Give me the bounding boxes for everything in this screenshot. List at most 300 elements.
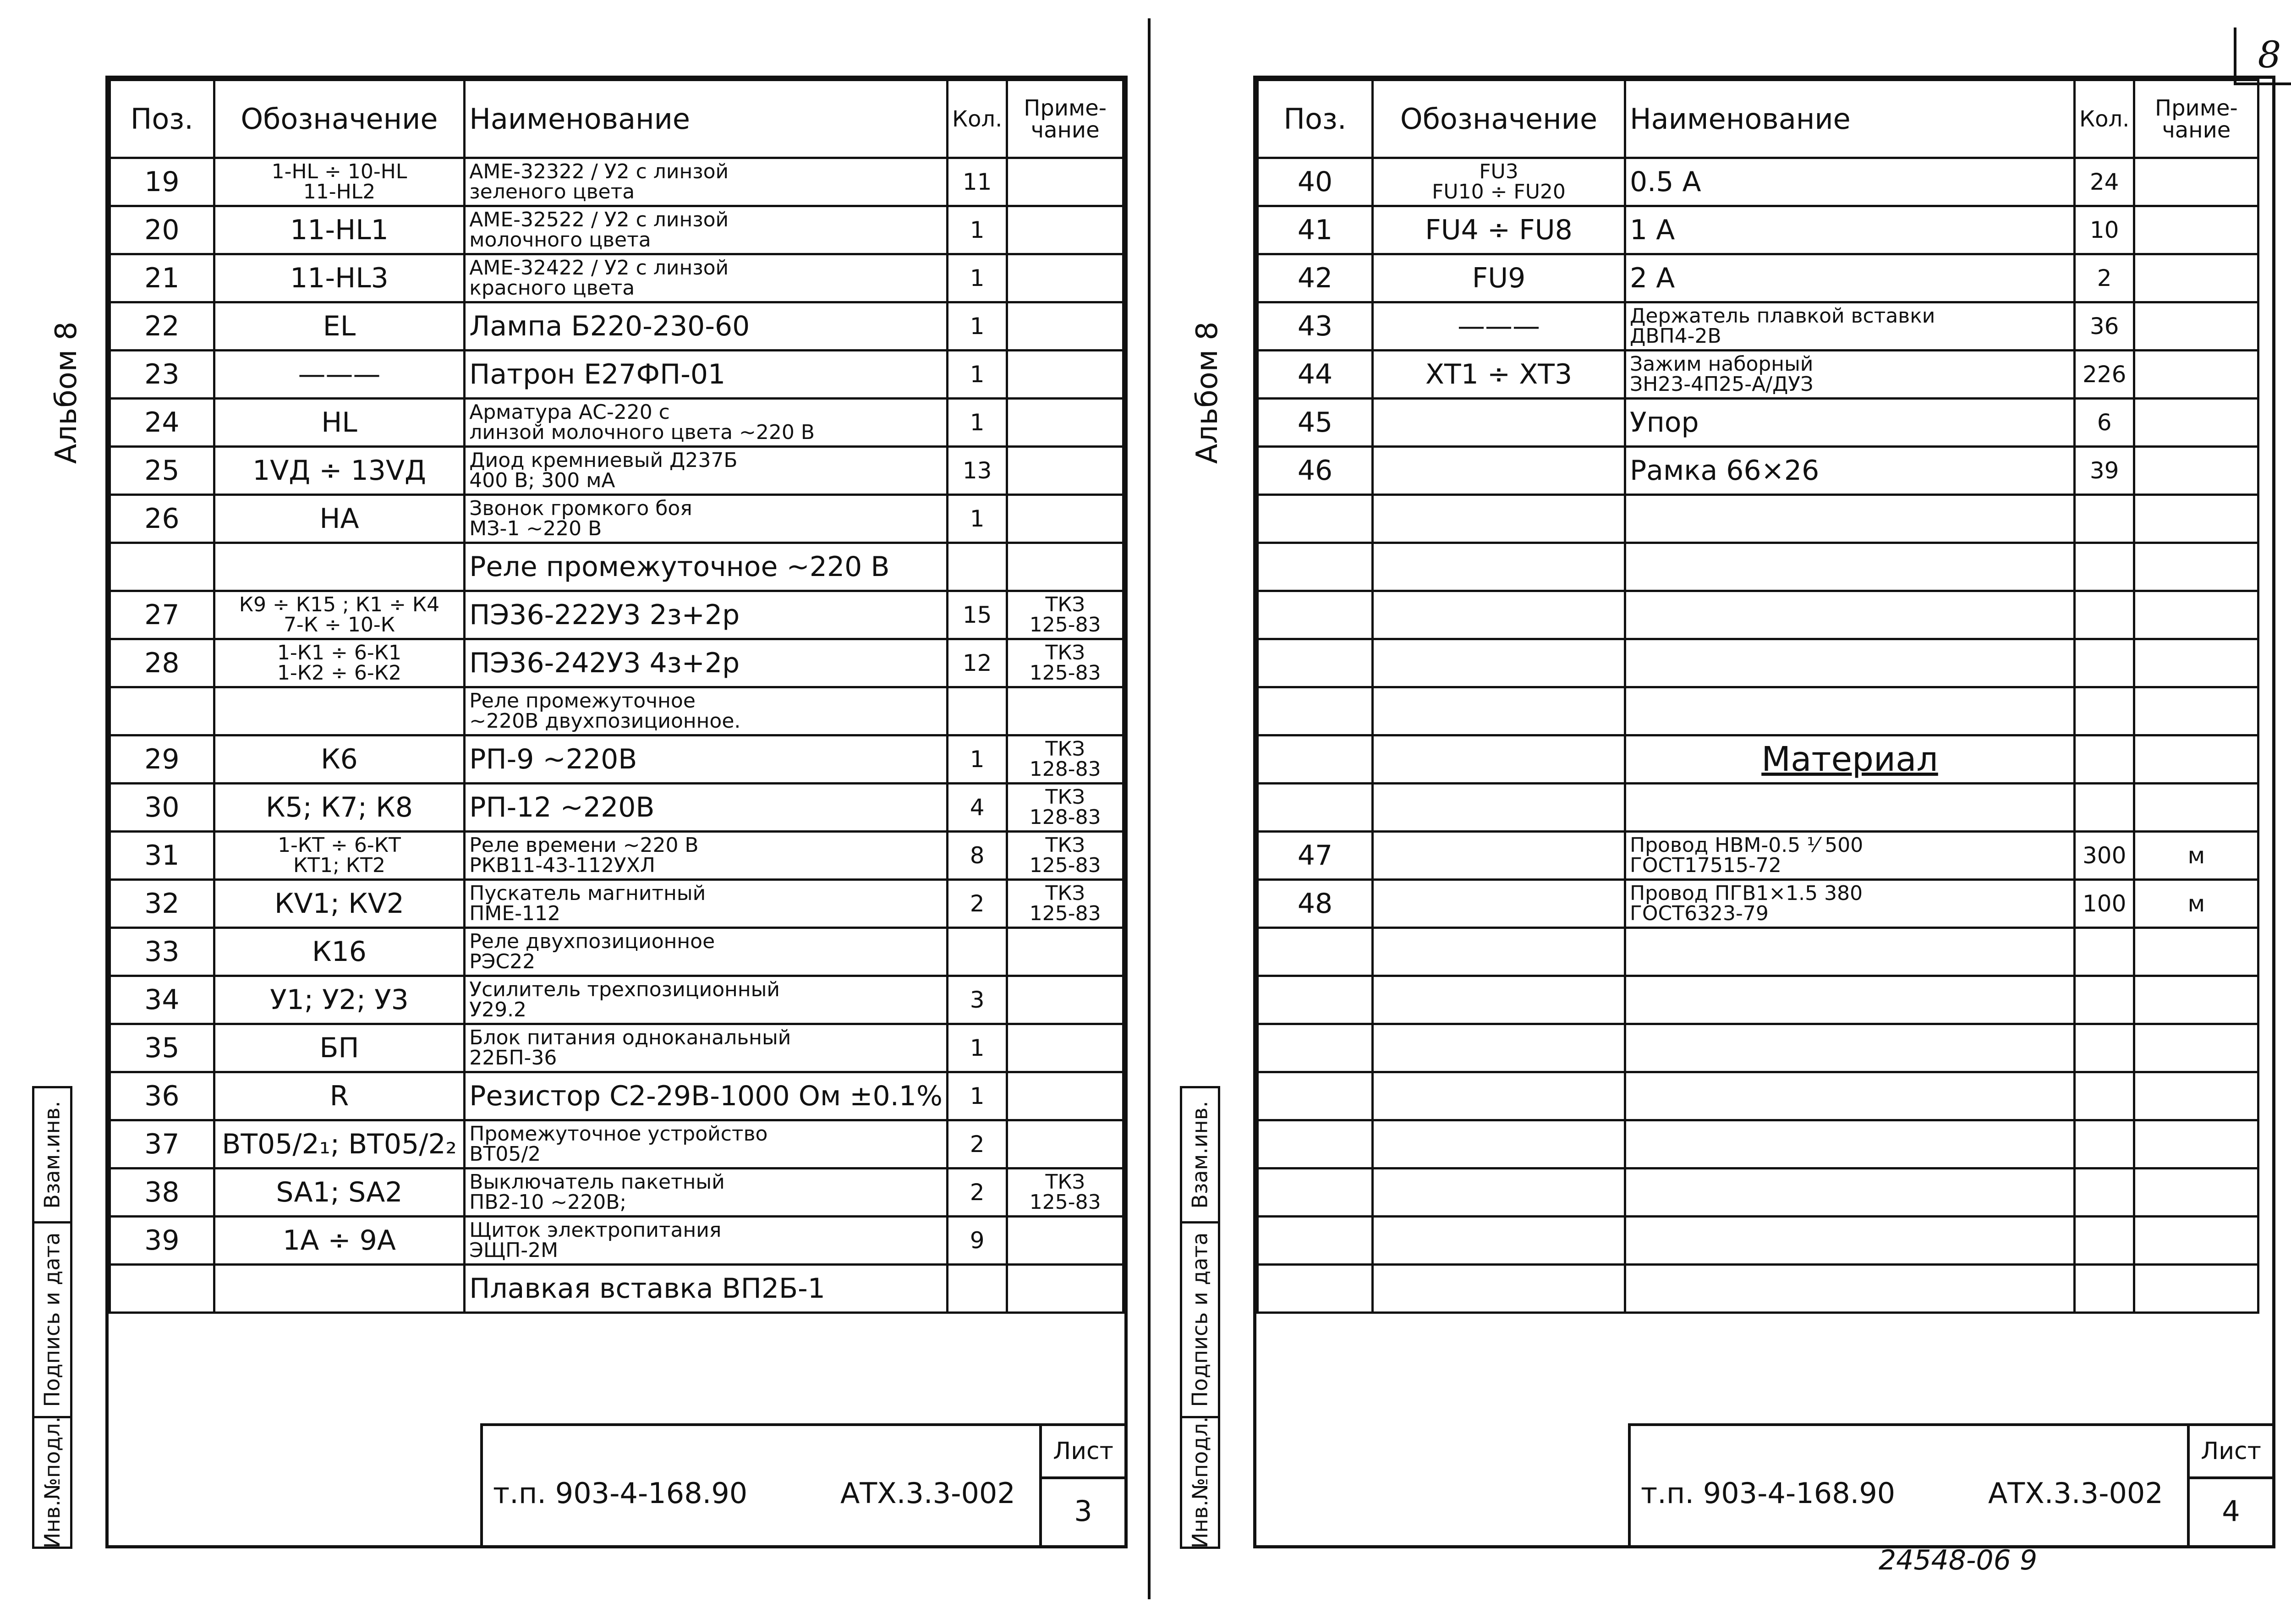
cell-note: [2134, 1120, 2258, 1169]
table-row: [110, 302, 1124, 351]
header-qty: Кол.: [947, 80, 1007, 158]
cell-designation: [1373, 880, 1625, 928]
cell-name-line: Материал: [1761, 740, 1938, 779]
cell-designation: [1373, 1169, 1625, 1217]
cell-note: [2134, 351, 2258, 399]
table-row: [1258, 591, 2258, 639]
cell-note: [2134, 976, 2258, 1024]
cell-designation-line: 7-К ÷ 10-К: [283, 613, 395, 636]
cell-name-line: Пускатель магнитный: [469, 882, 706, 905]
cell-designation: [214, 1169, 465, 1217]
cell-pos: [110, 1265, 214, 1313]
cell-designation-line: HL: [321, 406, 357, 439]
cell-designation-line: 11-HL1: [290, 214, 389, 246]
sheet-label: Лист: [1042, 1426, 1124, 1479]
cell-name: [1625, 399, 2075, 447]
cell-qty: [2075, 1217, 2134, 1265]
cell-designation: [1373, 1217, 1625, 1265]
cell-pos: 33: [110, 928, 214, 976]
cell-qty: [2075, 1120, 2134, 1169]
table-row: [110, 399, 1124, 447]
cell-designation: [214, 976, 465, 1024]
cell-qty: [947, 687, 1007, 735]
cell-name-line: Рамка 66×26: [1630, 455, 1820, 487]
header-note-line-2: чание: [2162, 117, 2231, 143]
sheet-number: 4: [2222, 1494, 2240, 1528]
cell-pos: 31: [110, 832, 214, 880]
table-row: [1258, 1265, 2258, 1313]
table-row: [110, 543, 1124, 591]
cell-name-line: Лампа Б220-230-60: [469, 310, 750, 342]
cell-designation: [214, 735, 465, 784]
cell-name: [1625, 928, 2075, 976]
cell-pos: 35: [110, 1024, 214, 1072]
cell-qty: 8: [947, 832, 1007, 880]
cell-name: [465, 351, 948, 399]
header-pos: Поз.: [1258, 80, 1373, 158]
cell-name: [1625, 1265, 2075, 1313]
table-row: [1258, 784, 2258, 832]
cell-pos: 37: [110, 1120, 214, 1169]
cell-qty: [2075, 1072, 2134, 1120]
cell-designation-line: 1VД ÷ 13VД: [252, 455, 426, 487]
cell-pos: [1258, 976, 1373, 1024]
cell-name: [1625, 543, 2075, 591]
cell-qty: [2075, 1169, 2134, 1217]
cell-name-line: ДВП4-2В: [1630, 324, 1721, 348]
cell-designation: [1373, 1072, 1625, 1120]
table-row: [110, 976, 1124, 1024]
header-qty: Кол.: [2075, 80, 2134, 158]
cell-name: [1625, 639, 2075, 687]
cell-name: [1625, 1169, 2075, 1217]
table-row: [110, 1265, 1124, 1313]
cell-qty: 1: [947, 351, 1007, 399]
cell-name: [1625, 687, 2075, 735]
cell-name-line: АМЕ-32322 / У2 с линзой: [469, 160, 729, 183]
cell-qty: [947, 1265, 1007, 1313]
cell-qty: 300: [2075, 832, 2134, 880]
table-row: [110, 351, 1124, 399]
cell-name: [465, 302, 948, 351]
stamp-inventory: [32, 1416, 72, 1549]
cell-qty: 10: [2075, 206, 2134, 254]
cell-pos: [1258, 687, 1373, 735]
cell-name: [465, 639, 948, 687]
cell-name-line: Щиток электропитания: [469, 1218, 722, 1242]
cell-note: [2134, 206, 2258, 254]
cell-designation: [214, 591, 465, 639]
cell-note: [1007, 880, 1124, 928]
cell-name: [465, 254, 948, 302]
album-label-left: Альбом 8: [49, 321, 84, 464]
cell-qty: [2075, 639, 2134, 687]
cell-note: [2134, 495, 2258, 543]
cell-name-line: Звонок громкого боя: [469, 497, 692, 520]
cell-designation: [1373, 1024, 1625, 1072]
cell-name-line: ЭЩП-2М: [469, 1239, 559, 1262]
cell-designation: [1373, 687, 1625, 735]
cell-name-line: ВТ05/2: [469, 1142, 541, 1166]
cell-note: [1007, 351, 1124, 399]
cell-note-line: 125-83: [1029, 661, 1101, 685]
cell-pos: [1258, 784, 1373, 832]
cell-qty: 1: [947, 254, 1007, 302]
doc-code: т.п. 903-4-168.90: [493, 1476, 748, 1510]
table-row: [110, 1024, 1124, 1072]
cell-note: [1007, 687, 1124, 735]
table-row: [1258, 1024, 2258, 1072]
cell-note: [2134, 1217, 2258, 1265]
cell-note-line: 125-83: [1029, 902, 1101, 925]
cell-pos: [1258, 735, 1373, 784]
cell-qty: 2: [947, 880, 1007, 928]
cell-pos: 41: [1258, 206, 1373, 254]
cell-name-line: Провод НВМ-0.5 ⅟ 500: [1630, 834, 1863, 857]
table-row: [110, 206, 1124, 254]
cell-name-line: молочного цвета: [469, 228, 651, 252]
cell-name: [1625, 1217, 2075, 1265]
cell-pos: 44: [1258, 351, 1373, 399]
cell-designation: [214, 447, 465, 495]
table-row: [1258, 495, 2258, 543]
cell-designation: [214, 543, 465, 591]
cell-designation: [1373, 784, 1625, 832]
cell-name-line: АМЕ-32422 / У2 с линзой: [469, 256, 729, 280]
cell-designation: [214, 832, 465, 880]
cell-qty: 1: [947, 206, 1007, 254]
header-name: Наименование: [465, 80, 948, 158]
cell-name: [1625, 735, 2075, 784]
cell-designation: [1373, 254, 1625, 302]
cell-designation: [1373, 158, 1625, 206]
cell-name: [465, 399, 948, 447]
cell-designation-line: ВТ05/2₁; ВТ05/2₂: [222, 1128, 457, 1160]
cell-designation: [1373, 302, 1625, 351]
cell-name: [465, 543, 948, 591]
cell-note: [1007, 976, 1124, 1024]
cell-designation-line: 11-HL3: [290, 262, 389, 294]
cell-name: [465, 1217, 948, 1265]
cell-pos: 30: [110, 784, 214, 832]
cell-qty: [2075, 543, 2134, 591]
cell-pos: 21: [110, 254, 214, 302]
cell-note: [1007, 206, 1124, 254]
cell-name-line: 1 А: [1630, 214, 1675, 246]
cell-qty: 1: [947, 302, 1007, 351]
cell-designation: [214, 495, 465, 543]
cell-qty: 13: [947, 447, 1007, 495]
cell-name: [1625, 302, 2075, 351]
cell-qty: 15: [947, 591, 1007, 639]
cell-pos: 45: [1258, 399, 1373, 447]
cell-note: [1007, 1024, 1124, 1072]
header-row: [110, 80, 1124, 158]
header-designation: Обозначение: [214, 80, 465, 158]
spec-body-right: [1258, 158, 2258, 1313]
cell-designation: [214, 639, 465, 687]
cell-designation-line: К5; К7; К8: [266, 791, 413, 823]
table-row: [110, 832, 1124, 880]
cell-note: [2134, 254, 2258, 302]
cell-qty: 1: [947, 495, 1007, 543]
stamp-signature: [1180, 1221, 1220, 1418]
cell-name-line: Реле промежуточное ~220 В: [469, 551, 890, 583]
cell-qty: 1: [947, 1024, 1007, 1072]
cell-pos: [1258, 1120, 1373, 1169]
cell-designation-line: FU4 ÷ FU8: [1425, 214, 1573, 246]
cell-designation-line: У1; У2; У3: [270, 984, 409, 1016]
cell-name-line: У29.2: [469, 998, 527, 1021]
stamp-inventory-label: Инв.№подл.: [40, 1416, 65, 1549]
cell-designation: [214, 687, 465, 735]
cell-pos: 43: [1258, 302, 1373, 351]
cell-designation: [1373, 1265, 1625, 1313]
cell-pos: 28: [110, 639, 214, 687]
cell-pos: [1258, 1217, 1373, 1265]
cell-note-line: 125-83: [1029, 613, 1101, 636]
cell-designation: [1373, 399, 1625, 447]
cell-name-line: ЗН23-4П25-А/ДУЗ: [1630, 373, 1814, 396]
table-row: [1258, 1072, 2258, 1120]
cell-name: [465, 687, 948, 735]
cell-qty: [2075, 976, 2134, 1024]
cell-pos: 46: [1258, 447, 1373, 495]
doc-code: т.п. 903-4-168.90: [1641, 1476, 1896, 1510]
cell-designation-line: К9 ÷ К15 ; К1 ÷ К4: [239, 593, 440, 616]
header-designation: Обозначение: [1373, 80, 1625, 158]
cell-note: [2134, 1169, 2258, 1217]
cell-pos: [1258, 1072, 1373, 1120]
cell-note-line: 125-83: [1029, 854, 1101, 877]
cell-note: [2134, 158, 2258, 206]
cell-qty: 6: [2075, 399, 2134, 447]
cell-name-line: 2 А: [1630, 262, 1675, 294]
stamp-exchange: [32, 1086, 72, 1223]
cell-designation-line: SA1; SA2: [276, 1176, 403, 1208]
cell-note: [1007, 639, 1124, 687]
cell-designation: [214, 206, 465, 254]
cell-qty: 1: [947, 399, 1007, 447]
cell-note: [2134, 447, 2258, 495]
cell-qty: 39: [2075, 447, 2134, 495]
cell-designation: [1373, 976, 1625, 1024]
cell-note: [1007, 1217, 1124, 1265]
cell-designation: [1373, 495, 1625, 543]
cell-pos: 42: [1258, 254, 1373, 302]
cell-designation: [1373, 735, 1625, 784]
cell-designation-line: ХТ1 ÷ ХТ3: [1425, 358, 1573, 390]
cell-note: [2134, 543, 2258, 591]
album-label-right: Альбом 8: [1190, 321, 1225, 464]
cell-pos: 26: [110, 495, 214, 543]
cell-pos: 32: [110, 880, 214, 928]
cell-designation: [214, 1120, 465, 1169]
table-row: [1258, 1120, 2258, 1169]
cell-name: [465, 832, 948, 880]
sheet-number-box: [1039, 1426, 1124, 1545]
table-row: [110, 1072, 1124, 1120]
table-row: [110, 928, 1124, 976]
cell-designation-line: 1-HL ÷ 10-HL: [271, 160, 407, 183]
cell-designation-line: 1-КТ ÷ 6-КТ: [278, 834, 401, 857]
cell-designation: [214, 880, 465, 928]
table-row: [1258, 1217, 2258, 1265]
cell-name-line: ~220В двухпозиционное.: [469, 709, 741, 733]
cell-pos: 38: [110, 1169, 214, 1217]
doc-designation: АТХ.3.3-002: [1988, 1476, 2163, 1510]
cell-note: [2134, 1024, 2258, 1072]
cell-name-line: 400 В; 300 мА: [469, 469, 615, 492]
cell-name-line: Провод ПГВ1×1.5 380: [1630, 882, 1863, 905]
cell-designation-line: ———: [298, 358, 381, 390]
cell-name: [1625, 206, 2075, 254]
cell-name-line: Зажим наборный: [1630, 352, 1814, 376]
cell-pos: 24: [110, 399, 214, 447]
table-row: [1258, 832, 2258, 880]
table-row: [1258, 639, 2258, 687]
cell-pos: 29: [110, 735, 214, 784]
cell-pos: [1258, 543, 1373, 591]
cell-designation: [1373, 591, 1625, 639]
cell-qty: [2075, 784, 2134, 832]
cell-qty: [2075, 591, 2134, 639]
cell-name-line: Реле времени ~220 В: [469, 834, 699, 857]
cell-name: [1625, 976, 2075, 1024]
cell-pos: 20: [110, 206, 214, 254]
cell-name-line: Держатель плавкой вставки: [1630, 304, 1935, 328]
table-row: [1258, 976, 2258, 1024]
cell-designation-line: 11-HL2: [303, 180, 376, 203]
table-row: [110, 254, 1124, 302]
cell-pos: [110, 687, 214, 735]
cell-pos: [110, 543, 214, 591]
cell-note: [2134, 399, 2258, 447]
header-note-line-1: Приме-: [2154, 95, 2238, 121]
cell-designation-line: 1А ÷ 9А: [283, 1224, 396, 1256]
table-row: [1258, 302, 2258, 351]
cell-name-line: РП-9 ~220В: [469, 743, 637, 775]
stamp-inventory: [1180, 1416, 1220, 1549]
cell-note: [1007, 928, 1124, 976]
table-row: [1258, 928, 2258, 976]
cell-note: [1007, 832, 1124, 880]
cell-name: [465, 495, 948, 543]
cell-name: [1625, 447, 2075, 495]
sheet-number-box: [2187, 1426, 2272, 1545]
cell-note: [1007, 495, 1124, 543]
cell-note: [1007, 302, 1124, 351]
cell-designation: [1373, 832, 1625, 880]
cell-note: [1007, 1120, 1124, 1169]
cell-pos: 36: [110, 1072, 214, 1120]
cell-qty: 2: [947, 1169, 1007, 1217]
cell-name: [1625, 351, 2075, 399]
cell-name: [465, 1120, 948, 1169]
cell-pos: [1258, 928, 1373, 976]
cell-name-line: Реле промежуточное: [469, 689, 696, 713]
cell-name: [1625, 1024, 2075, 1072]
cell-note: [1007, 399, 1124, 447]
cell-name: [465, 735, 948, 784]
title-block-right: [1628, 1423, 2272, 1545]
cell-note: [1007, 784, 1124, 832]
cell-name-line: РП-12 ~220В: [469, 791, 655, 823]
table-row: [1258, 158, 2258, 206]
archive-number: 24548-06 9: [1879, 1544, 2038, 1576]
cell-note: [2134, 591, 2258, 639]
cell-name: [465, 784, 948, 832]
table-row: [110, 880, 1124, 928]
cell-name-line: Упор: [1630, 406, 1699, 439]
cell-note: [1007, 254, 1124, 302]
title-block-left: [480, 1423, 1124, 1545]
cell-note: [2134, 784, 2258, 832]
table-row: [110, 495, 1124, 543]
cell-designation: [1373, 1120, 1625, 1169]
cell-note-line: ТКЗ: [1045, 1170, 1085, 1194]
header-row: [1258, 80, 2258, 158]
cell-designation: [1373, 447, 1625, 495]
spec-body-left: [110, 158, 1124, 1313]
cell-name-line: Арматура АС-220 с: [469, 401, 670, 424]
cell-qty: 11: [947, 158, 1007, 206]
cell-qty: 2: [947, 1120, 1007, 1169]
cell-name-line: Промежуточное устройство: [469, 1122, 768, 1146]
sheet-right: [1253, 76, 2275, 1548]
cell-pos: [1258, 591, 1373, 639]
cell-note: [2134, 687, 2258, 735]
cell-designation-line: К16: [312, 936, 367, 968]
table-row: [110, 158, 1124, 206]
cell-designation: [214, 928, 465, 976]
cell-pos: 40: [1258, 158, 1373, 206]
stamp-signature-label: Подпись и дата: [1188, 1232, 1212, 1407]
cell-note: [1007, 1169, 1124, 1217]
cell-note: [1007, 1072, 1124, 1120]
cell-qty: [947, 928, 1007, 976]
table-row: [110, 1120, 1124, 1169]
table-row: [110, 735, 1124, 784]
cell-note: [2134, 639, 2258, 687]
doc-designation: АТХ.3.3-002: [840, 1476, 1015, 1510]
cell-note-line: 128-83: [1029, 806, 1101, 829]
cell-qty: 2: [2075, 254, 2134, 302]
cell-designation-line: КV1; КV2: [274, 888, 404, 920]
cell-pos: [1258, 1265, 1373, 1313]
header-note: [2134, 80, 2258, 158]
cell-designation: [214, 351, 465, 399]
cell-name: [465, 206, 948, 254]
cell-qty: [2075, 1024, 2134, 1072]
cell-name: [1625, 591, 2075, 639]
cell-qty: 12: [947, 639, 1007, 687]
cell-name: [1625, 880, 2075, 928]
cell-name-line: 0.5 А: [1630, 166, 1701, 198]
stamp-exchange-label: Взам.инв.: [40, 1101, 65, 1209]
cell-name-line: Усилитель трехпозиционный: [469, 978, 780, 1001]
cell-name: [465, 447, 948, 495]
cell-name-line: ПВ2-10 ~220В;: [469, 1191, 627, 1214]
cell-note-line: ТКЗ: [1045, 882, 1085, 905]
cell-designation: [1373, 206, 1625, 254]
cell-note-line: ТКЗ: [1045, 785, 1085, 809]
cell-pos: 48: [1258, 880, 1373, 928]
table-row: [110, 784, 1124, 832]
page-number: 8: [2234, 27, 2291, 85]
cell-note-line: ТКЗ: [1045, 737, 1085, 761]
table-row: [1258, 399, 2258, 447]
